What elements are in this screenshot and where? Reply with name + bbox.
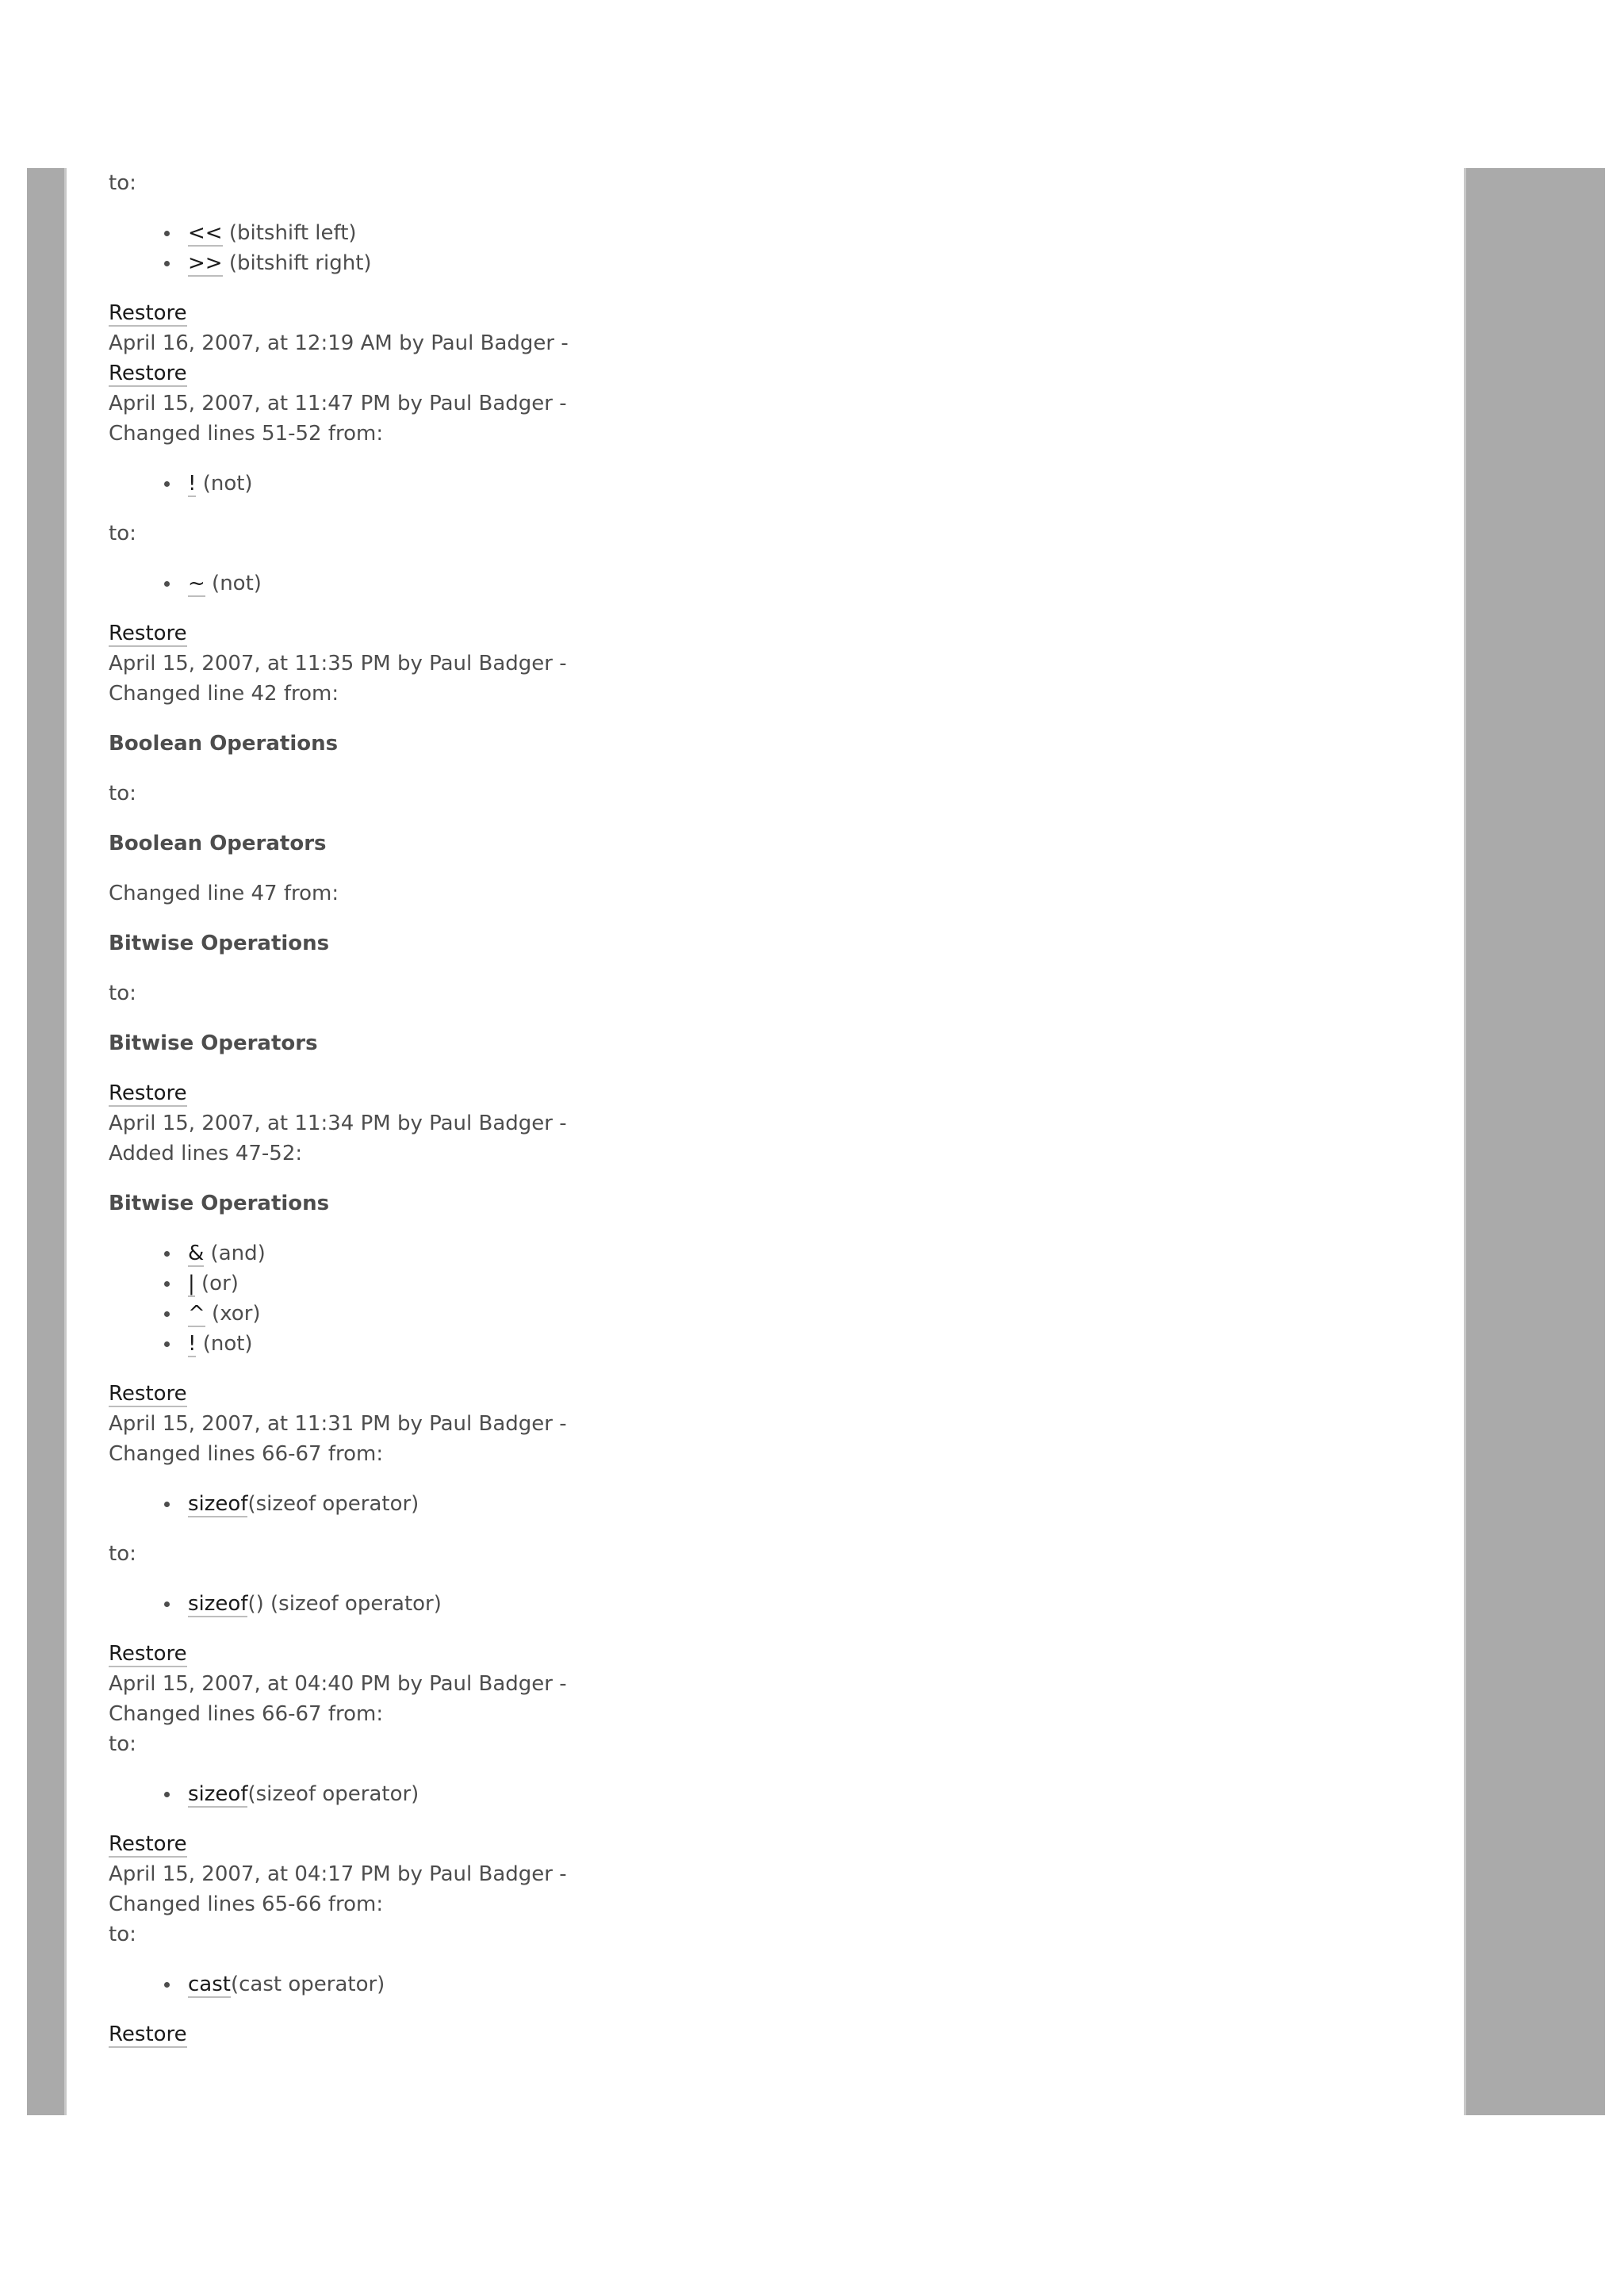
- spacer: [109, 909, 1441, 928]
- operator-link[interactable]: ^: [188, 1302, 205, 1326]
- spacer: [109, 1809, 1441, 1829]
- operator-description: (or): [194, 1272, 239, 1295]
- spacer: [109, 1519, 1441, 1539]
- spacer: [109, 1469, 1441, 1489]
- operator-list: [109, 1238, 1441, 1359]
- list-item: [188, 248, 1441, 278]
- spacer: [109, 1359, 1441, 1379]
- spacer: [109, 1058, 1441, 1078]
- history-text: April 15, 2007, at 11:35 PM by Paul Badger -: [109, 652, 567, 675]
- spacer: [109, 549, 1441, 568]
- operator-description: (not): [205, 572, 262, 595]
- spacer: [109, 1169, 1441, 1188]
- restore-link[interactable]: Restore: [109, 2022, 187, 2046]
- page-history-content: [109, 168, 1441, 2049]
- restore-link[interactable]: Restore: [109, 1642, 187, 1666]
- operator-description: (bitshift left): [222, 221, 357, 245]
- operator-list: [109, 1969, 1441, 1999]
- history-text: to:: [109, 171, 136, 195]
- spacer: [109, 1759, 1441, 1779]
- spacer: [109, 1999, 1441, 2019]
- history-text: to:: [109, 1923, 136, 1946]
- list-item: [188, 1589, 1441, 1619]
- restore-row: [109, 618, 1441, 649]
- spacer: [109, 859, 1441, 878]
- operator-list: [109, 1489, 1441, 1519]
- list-item: [188, 1969, 1441, 1999]
- spacer: [109, 1619, 1441, 1639]
- history-text: Changed line 47 from:: [109, 882, 339, 905]
- history-text: April 15, 2007, at 11:34 PM by Paul Badger -: [109, 1112, 567, 1135]
- history-text: Changed lines 66-67 from:: [109, 1702, 384, 1726]
- operator-description: () (sizeof operator): [247, 1592, 442, 1616]
- list-item: [188, 1238, 1441, 1269]
- spacer: [109, 809, 1441, 828]
- history-text: Changed line 42 from:: [109, 682, 339, 706]
- operator-list: [109, 1589, 1441, 1619]
- spacer: [109, 599, 1441, 618]
- left-sidebar-bar: [27, 168, 67, 2115]
- list-item: [188, 469, 1441, 499]
- operator-link[interactable]: !: [188, 472, 197, 496]
- spacer: [109, 959, 1441, 978]
- list-item: [188, 1269, 1441, 1299]
- operator-list: [109, 218, 1441, 278]
- operator-link[interactable]: >>: [188, 251, 223, 275]
- operator-description: (and): [204, 1242, 266, 1265]
- list-item: [188, 1329, 1441, 1359]
- spacer: [109, 278, 1441, 298]
- list-item: [188, 1299, 1441, 1329]
- history-text: to:: [109, 982, 136, 1005]
- operator-description: (not): [196, 472, 253, 496]
- history-text: to:: [109, 782, 136, 806]
- spacer: [109, 499, 1441, 519]
- restore-link[interactable]: Restore: [109, 1081, 187, 1105]
- history-text: April 15, 2007, at 11:47 PM by Paul Badger -: [109, 392, 567, 415]
- operator-list: [109, 469, 1441, 499]
- history-text: April 15, 2007, at 04:40 PM by Paul Badger -: [109, 1672, 567, 1696]
- section-heading: Boolean Operators: [109, 832, 327, 855]
- history-text: to:: [109, 522, 136, 545]
- operator-link[interactable]: |: [188, 1272, 195, 1295]
- operator-link[interactable]: <<: [188, 221, 223, 245]
- restore-link[interactable]: Restore: [109, 1382, 187, 1406]
- section-heading: Boolean Operations: [109, 732, 339, 756]
- restore-row: [109, 1639, 1441, 1669]
- right-sidebar-bar: [1464, 168, 1605, 2115]
- history-text: Changed lines 65-66 from:: [109, 1892, 384, 1916]
- operator-description: (cast operator): [230, 1973, 385, 1996]
- restore-row: [109, 298, 1441, 328]
- operator-link[interactable]: ~: [188, 572, 205, 595]
- section-heading: Bitwise Operators: [109, 1031, 318, 1055]
- spacer: [109, 449, 1441, 469]
- section-heading: Bitwise Operations: [109, 1192, 330, 1215]
- history-text: April 15, 2007, at 11:31 PM by Paul Badger -: [109, 1412, 567, 1436]
- restore-row: [109, 2019, 1441, 2049]
- operator-link[interactable]: sizeof: [188, 1592, 248, 1616]
- operator-list: [109, 568, 1441, 599]
- restore-link[interactable]: Restore: [109, 362, 187, 385]
- restore-link[interactable]: Restore: [109, 622, 187, 645]
- restore-link[interactable]: Restore: [109, 1832, 187, 1856]
- restore-link[interactable]: Restore: [109, 301, 187, 325]
- operator-link[interactable]: &: [188, 1242, 205, 1265]
- spacer: [109, 759, 1441, 779]
- history-text: to:: [109, 1732, 136, 1756]
- spacer: [109, 1950, 1441, 1969]
- list-item: [188, 1489, 1441, 1519]
- section-heading: Bitwise Operations: [109, 932, 330, 955]
- operator-list: [109, 1779, 1441, 1809]
- operator-description: (bitshift right): [222, 251, 372, 275]
- history-text: Changed lines 51-52 from:: [109, 422, 384, 446]
- restore-row: [109, 1379, 1441, 1409]
- list-item: [188, 1779, 1441, 1809]
- operator-link[interactable]: !: [188, 1332, 197, 1356]
- spacer: [109, 198, 1441, 218]
- history-text: April 15, 2007, at 04:17 PM by Paul Badger -: [109, 1862, 567, 1886]
- history-text: to:: [109, 1542, 136, 1566]
- history-text: April 16, 2007, at 12:19 AM by Paul Badger -: [109, 331, 569, 355]
- restore-row: [109, 1078, 1441, 1108]
- history-text: Added lines 47-52:: [109, 1142, 303, 1165]
- operator-link[interactable]: sizeof: [188, 1492, 248, 1516]
- spacer: [109, 1569, 1441, 1589]
- spacer: [109, 1008, 1441, 1028]
- operator-description: (sizeof operator): [247, 1782, 419, 1806]
- spacer: [109, 1219, 1441, 1238]
- operator-description: (sizeof operator): [247, 1492, 419, 1516]
- history-text: Changed lines 66-67 from:: [109, 1442, 384, 1466]
- restore-row: [109, 358, 1441, 388]
- spacer: [109, 709, 1441, 729]
- operator-link[interactable]: sizeof: [188, 1782, 248, 1806]
- operator-description: (not): [196, 1332, 253, 1356]
- operator-description: (xor): [205, 1302, 261, 1326]
- list-item: [188, 568, 1441, 599]
- operator-link[interactable]: cast: [188, 1973, 231, 1996]
- restore-row: [109, 1829, 1441, 1859]
- list-item: [188, 218, 1441, 248]
